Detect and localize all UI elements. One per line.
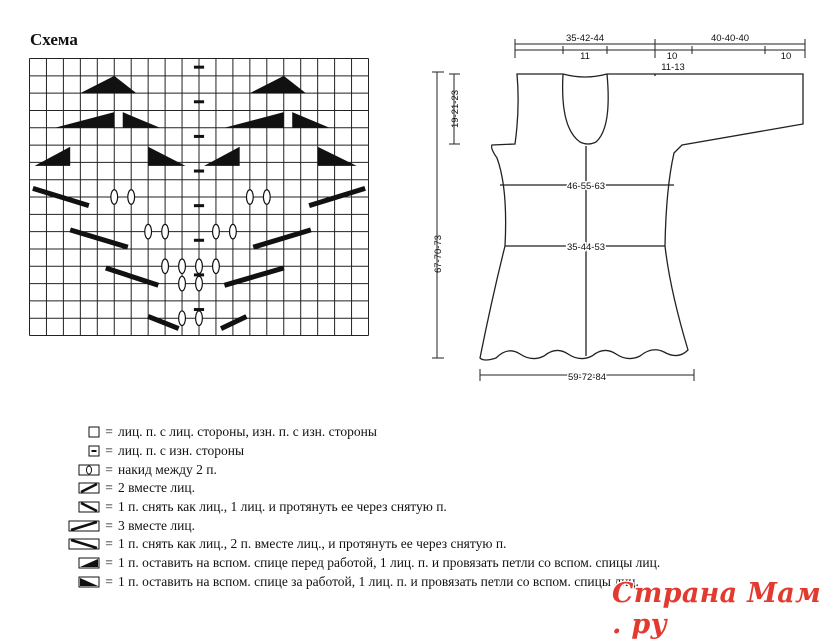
dim-total-length: 67-70-73 (433, 234, 444, 274)
legend-row: = 1 п. снять как лиц., 1 лиц. и протянуть ее через снятую п. (62, 498, 660, 517)
cable-triangle-symbol (35, 147, 71, 166)
cable-triangle-symbol (292, 112, 329, 128)
cable-triangle-symbol (204, 147, 240, 166)
chart-title: Схема (30, 30, 78, 49)
dim-bust: 46-55-63 (566, 181, 606, 192)
sk2po-icon (68, 538, 100, 550)
dash-symbol (194, 66, 204, 69)
yarn-over-icon (78, 464, 100, 476)
chart-grid (30, 59, 369, 336)
cable-triangle-symbol (80, 76, 136, 93)
skpo-icon (78, 501, 100, 513)
yarn-over-symbol (213, 259, 220, 274)
decrease-bar-symbol (106, 268, 159, 285)
k3tog-icon (68, 520, 100, 532)
dash-symbol (194, 204, 204, 207)
cable-back-icon (78, 576, 100, 588)
dim-top-width: 35-42-44 (565, 33, 605, 44)
legend-row: = 1 п. снять как лиц., 2 п. вместе лиц., и протянуть ее через снятую п. (62, 535, 660, 554)
dash-symbol (194, 239, 204, 242)
k2tog-icon (78, 482, 100, 494)
legend-row: = лиц. п. с изн. стороны (62, 442, 660, 461)
legend-text: 1 п. снять как лиц., 1 лиц. и протянуть ее через снятую п. (118, 499, 447, 515)
yarn-over-symbol (111, 190, 118, 205)
site-watermark: Страна Мам . ру (612, 578, 822, 640)
yarn-over-symbol (246, 190, 253, 205)
legend-row: = 3 вместе лиц. (62, 516, 660, 535)
legend-row: = 2 вместе лиц. (62, 479, 660, 498)
neckline (563, 74, 609, 144)
dim-shoulder-left: 10 (666, 51, 678, 62)
legend-row: = 1 п. оставить на вспом. спице перед работой, 1 лиц. п. и провязать петли со вспом. спицы лиц. (62, 554, 660, 573)
yarn-over-symbol (162, 259, 169, 274)
legend-text: лиц. п. с лиц. стороны, изн. п. с изн. стороны (118, 424, 377, 440)
knitting-chart (29, 58, 369, 336)
dim-neck-width: 11 (580, 51, 590, 62)
yarn-over-symbol (196, 311, 203, 326)
cable-triangle-symbol (318, 147, 357, 166)
dim-armhole-depth: 19-21-23 (450, 89, 461, 129)
dim-shoulder-right: 10 (780, 51, 792, 62)
legend-text: 1 п. снять как лиц., 2 п. вместе лиц., и протянуть ее через снятую п. (118, 536, 507, 552)
yarn-over-symbol (213, 224, 220, 239)
legend-text: 1 п. оставить на вспом. спице за работой, 1 лиц. п. и провязать петли со вспом. спицы лиц. (118, 573, 639, 589)
cable-front-icon (78, 557, 100, 569)
symbol-legend (62, 423, 660, 591)
empty-square-icon (88, 426, 100, 438)
legend-row: = 1 п. оставить на вспом. спице за работой, 1 лиц. п. и провязать петли со вспом. спицы лиц. (62, 573, 660, 592)
cable-triangle-symbol (123, 112, 160, 128)
dash-symbol (194, 170, 204, 173)
legend-text: 3 вместе лиц. (118, 517, 195, 533)
yarn-over-symbol (263, 190, 270, 205)
yarn-over-symbol (145, 224, 152, 239)
legend-text: лиц. п. с изн. стороны (118, 443, 245, 459)
yarn-over-symbol (128, 190, 135, 205)
dim-waist: 35-44-53 (566, 242, 606, 253)
dim-hem: 59-72-84 (567, 372, 607, 383)
dash-symbol (194, 100, 204, 103)
cable-triangle-symbol (250, 76, 306, 93)
garment-schematic (420, 28, 815, 388)
yarn-over-symbol (179, 276, 186, 291)
legend-text: накид между 2 п. (118, 461, 217, 477)
yarn-over-symbol (179, 259, 186, 274)
dim-cuff: 11-13 (661, 62, 685, 73)
yarn-over-symbol (196, 259, 203, 274)
legend-text: 1 п. оставить на вспом. спице перед работой, 1 лиц. п. и провязать петли со вспом. спицы лиц. (118, 555, 661, 571)
cable-triangle-symbol (148, 147, 185, 166)
dash-square-icon (88, 445, 100, 457)
legend-row: = накид между 2 п. (62, 460, 660, 479)
decrease-bar-symbol (70, 230, 128, 247)
yarn-over-symbol (179, 311, 186, 326)
legend-row: = лиц. п. с лиц. стороны, изн. п. с изн. стороны (62, 423, 660, 442)
body-outline (480, 74, 803, 360)
dash-symbol (194, 135, 204, 138)
yarn-over-symbol (162, 224, 169, 239)
decrease-bar-symbol (253, 230, 311, 247)
legend-text: 2 вместе лиц. (118, 480, 195, 496)
yarn-over-symbol (196, 276, 203, 291)
dim-sleeve-length: 40-40-40 (710, 33, 750, 44)
yarn-over-symbol (230, 224, 237, 239)
